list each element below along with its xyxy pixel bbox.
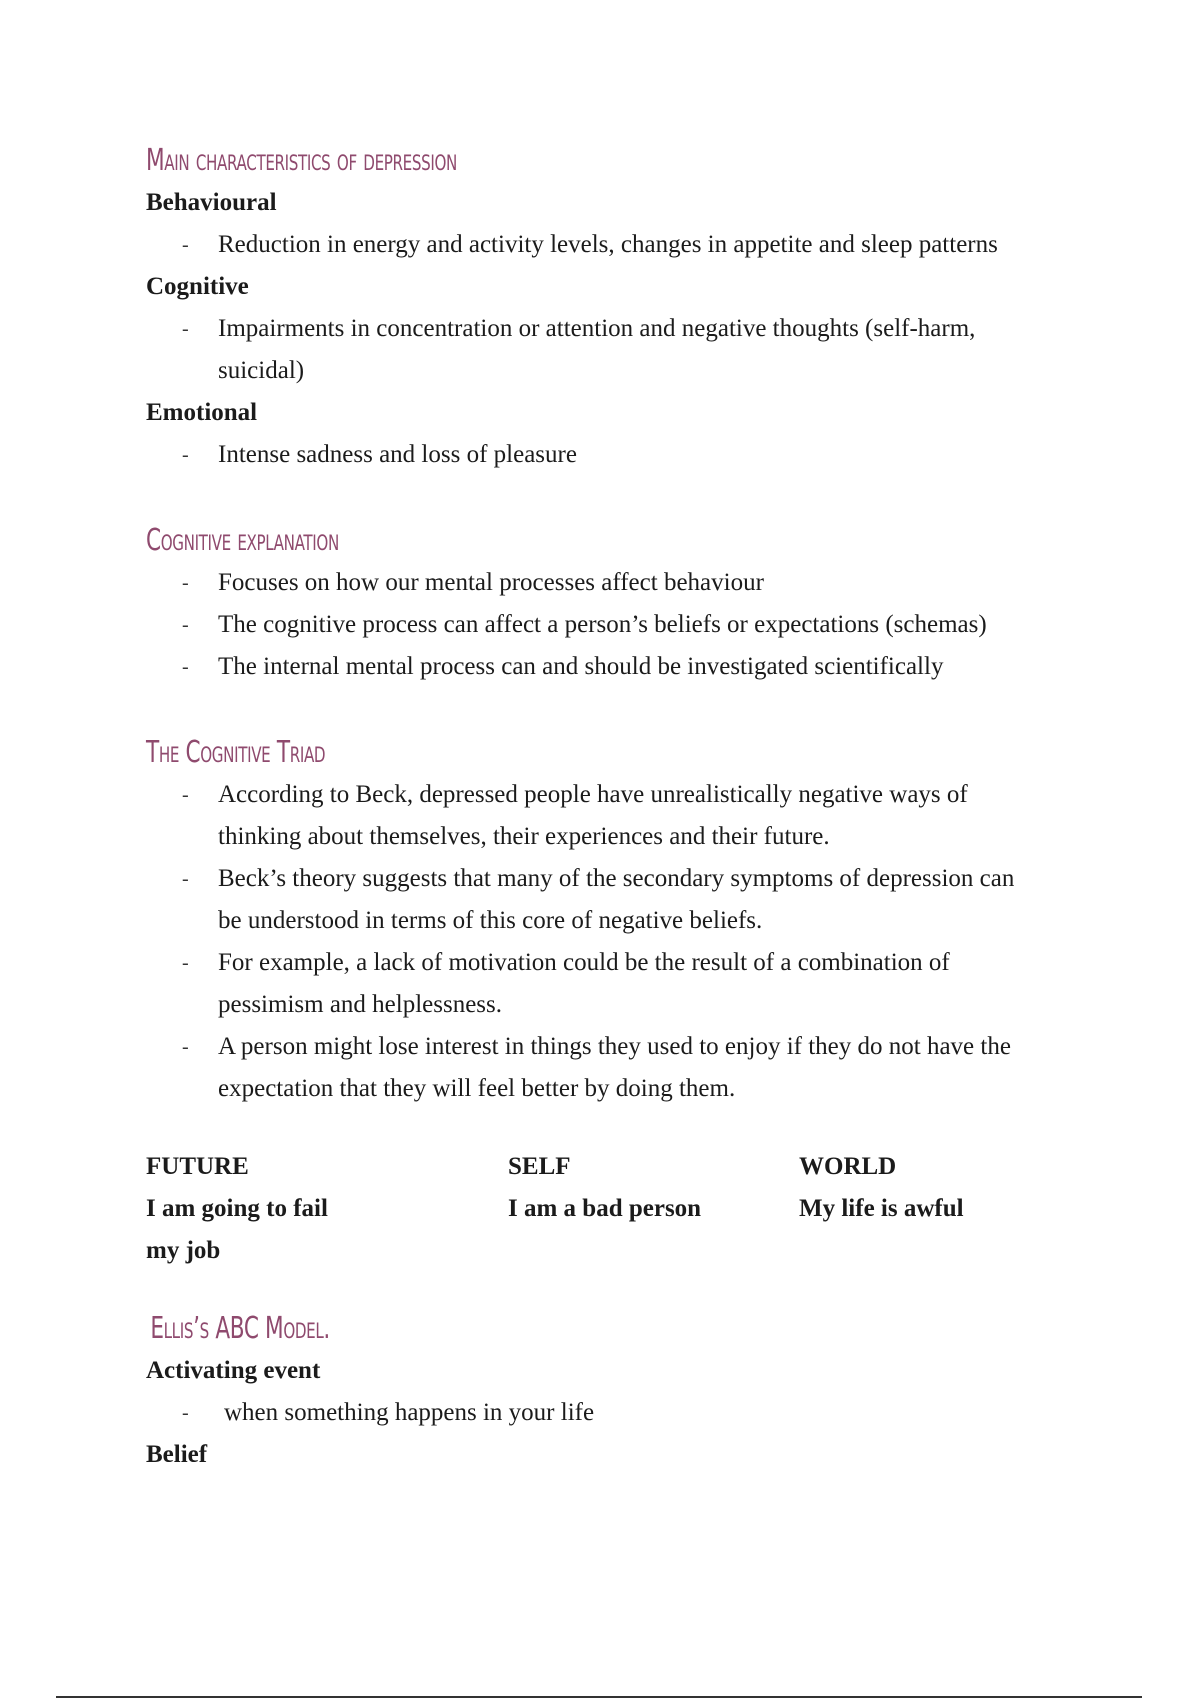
triad-world-text: My life is awful: [799, 1195, 964, 1222]
triad-column-future: [146, 1146, 508, 1272]
bullet-dash-icon: -: [182, 1402, 189, 1424]
bullet-dash-icon: -: [182, 868, 189, 890]
emotional-list: [146, 434, 1086, 476]
activating-event-list: [146, 1392, 1086, 1434]
triad-self-heading: SELF: [508, 1153, 571, 1180]
document-content: [146, 140, 1086, 1476]
list-item: - A person might lose interest in things they used to enjoy if they do not have the expectation that they will feel better by doing them.: [146, 1026, 1016, 1110]
triad-column-self: [508, 1146, 799, 1272]
triad-world-heading: WORLD: [799, 1153, 897, 1180]
triad-column-world: [799, 1146, 1079, 1272]
bullet-dash-icon: -: [182, 444, 189, 466]
bullet-dash-icon: -: [182, 572, 189, 594]
cognitive-triad-columns: [146, 1146, 1086, 1272]
list-item: - The cognitive process can affect a person’s beliefs or expectations (schemas): [146, 604, 1086, 646]
list-item: - when something happens in your life: [146, 1392, 1086, 1434]
subheading-belief: Belief: [146, 1441, 208, 1468]
behavioural-list: [146, 224, 1086, 266]
subheading-activating-event: Activating event: [146, 1357, 321, 1384]
page-bottom-rule: [56, 1696, 1142, 1698]
subheading-emotional: Emotional: [146, 399, 258, 426]
subheading-cognitive: Cognitive: [146, 273, 249, 300]
section-heading-cognitive-triad: The Cognitive Triad: [146, 735, 326, 770]
list-item: - For example, a lack of motivation could be the result of a combination of pessimism and helplessness.: [146, 942, 1016, 1026]
bullet-dash-icon: -: [182, 1036, 189, 1058]
section-heading-abc-model: Ellis’s ABC Model.: [150, 1311, 330, 1346]
cognitive-triad-list: [146, 774, 1016, 1110]
list-item: - Reduction in energy and activity levels, changes in appetite and sleep patterns: [146, 224, 1086, 266]
section-heading-characteristics: Main characteristics of depression: [146, 143, 457, 178]
list-item: - The internal mental process can and should be investigated scientifically: [146, 646, 1086, 688]
subheading-behavioural: Behavioural: [146, 189, 277, 216]
cognitive-list: [146, 308, 1086, 392]
bullet-dash-icon: -: [182, 656, 189, 678]
triad-self-text: I am a bad person: [508, 1195, 702, 1222]
cognitive-explanation-list: [146, 562, 1086, 688]
list-item: - According to Beck, depressed people have unrealistically negative ways of thinking about themselves, their experiences and their future.: [146, 774, 1016, 858]
list-item: - Focuses on how our mental processes affect behaviour: [146, 562, 1086, 604]
list-item: - Beck’s theory suggests that many of the secondary symptoms of depression can be understood in terms of this core of negative beliefs.: [146, 858, 1016, 942]
bullet-dash-icon: -: [182, 614, 189, 636]
bullet-dash-icon: -: [182, 784, 189, 806]
bullet-dash-icon: -: [182, 234, 189, 256]
bullet-dash-icon: -: [182, 318, 189, 340]
triad-future-heading: FUTURE: [146, 1153, 249, 1180]
list-item: - Impairments in concentration or attention and negative thoughts (self-harm, suicidal): [146, 308, 1086, 392]
list-item: - Intense sadness and loss of pleasure: [146, 434, 1086, 476]
section-heading-cognitive-explanation: Cognitive explanation: [146, 523, 339, 558]
triad-future-text: I am going to fail my job: [146, 1195, 328, 1264]
bullet-dash-icon: -: [182, 952, 189, 974]
